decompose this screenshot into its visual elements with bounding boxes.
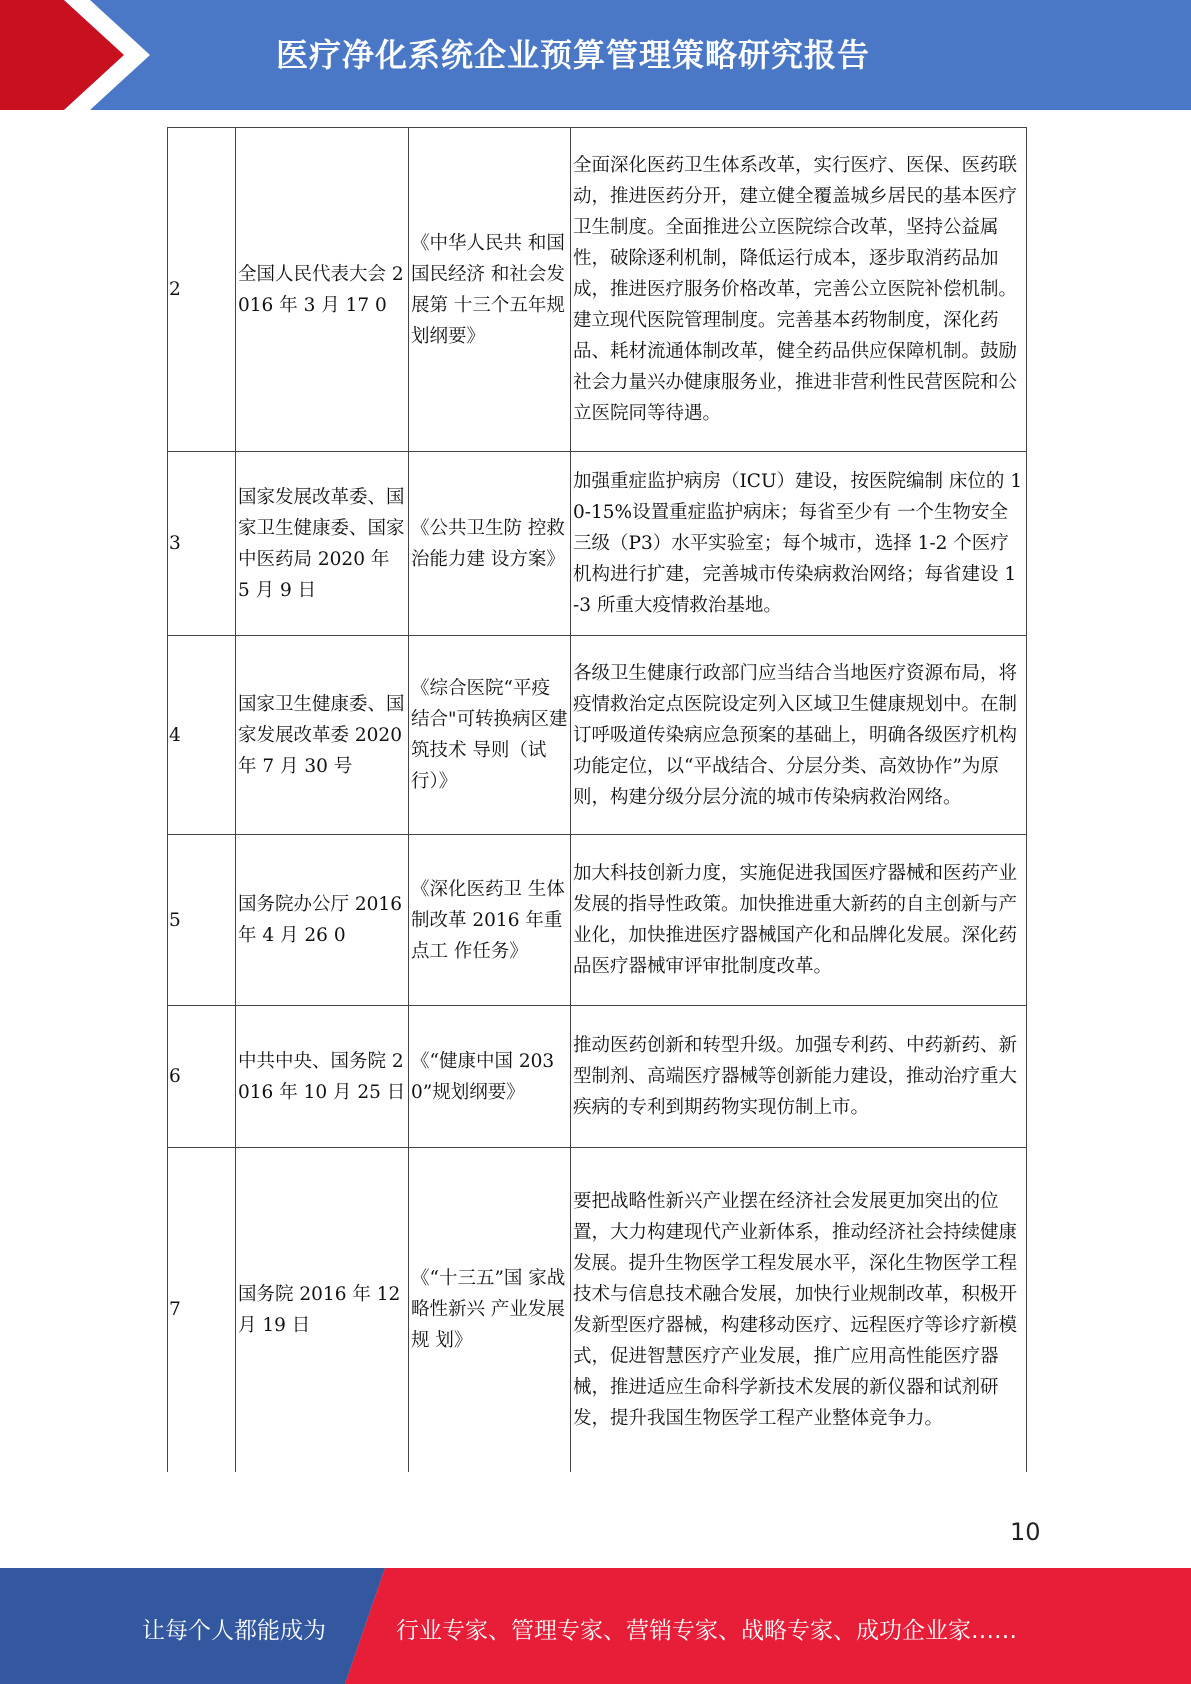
table-row [168, 835, 1027, 1006]
policy-content-cell: 加强重症监护病房（ICU）建设，按医院编制 床位的 10-15%设置重症监护病床；每省至少有 一个生物安全三级（P3）水平实验室；每个城市，选择 1-2 个医疗机构进行扩建，完善城市传染病救治网络；每省建设 1 -3 所重大疫情救治基地。 [571, 452, 1027, 636]
row-number: 6 [168, 1006, 236, 1148]
issuer-date-cell: 国务院 2016 年 12 月 19 日 [236, 1148, 409, 1472]
policy-content-cell: 各级卫生健康行政部门应当结合当地医疗资源布局，将疫情救治定点医院设定列入区域卫生健康规划中。在制订呼吸道传染病应急预案的基础上，明确各级医疗机构功能定位，以“平战结合、分层分类、高效协作”为原则，构建分级分层分流的城市传染病救治网络。 [571, 636, 1027, 835]
page-header [0, 0, 1191, 110]
document-name-cell: 《“健康中国 2030”规划纲要》 [409, 1006, 571, 1148]
row-number: 2 [168, 128, 236, 452]
policy-table [167, 127, 1027, 1472]
table-row [168, 636, 1027, 835]
table-row [168, 128, 1027, 452]
footer-slogan-left: 让每个人都能成为 [142, 1618, 326, 1644]
policy-content-cell: 全面深化医药卫生体系改革，实行医疗、医保、医药联动，推进医药分开，建立健全覆盖城乡居民的基本医疗卫生制度。全面推进公立医院综合改革，坚持公益属性，破除逐利机制，降低运行成本，逐步取消药品加成，推进医疗服务价格改革，完善公立医院补偿机制。建立现代医院管理制度。完善基本药物制度，深化药品、耗材流通体制改革，健全药品供应保障机制。鼓励社会力量兴办健康服务业，推进非营利性民营医院和公立医院同等待遇。 [571, 128, 1027, 452]
issuer-date-cell: 全国人民代表大会 2016 年 3 月 17 0 [236, 128, 409, 452]
issuer-date-cell: 国家卫生健康委、国家发展改革委 2020 年 7 月 30 号 [236, 636, 409, 835]
table-row [168, 1148, 1027, 1472]
document-name-cell: 《公共卫生防 控救治能力建 设方案》 [409, 452, 571, 636]
page-number: 10 [1010, 1518, 1041, 1546]
row-number: 5 [168, 835, 236, 1006]
row-number: 4 [168, 636, 236, 835]
policy-content-cell: 加大科技创新力度，实施促进我国医疗器械和医药产业发展的指导性政策。加快推进重大新药的自主创新与产业化，加快推进医疗器械国产化和品牌化发展。深化药品医疗器械审评审批制度改革。 [571, 835, 1027, 1006]
footer-slogan-right: 行业专家、管理专家、营销专家、战略专家、成功企业家…… [396, 1618, 1017, 1644]
document-name-cell: 《深化医药卫 生体制改革 2016 年重点工 作任务》 [409, 835, 571, 1006]
page-footer [0, 1568, 1191, 1684]
policy-content-cell: 要把战略性新兴产业摆在经济社会发展更加突出的位置，大力构建现代产业新体系，推动经济社会持续健康发展。提升生物医学工程发展水平，深化生物医学工程技术与信息技术融合发展，加快行业规制改革，积极开发新型医疗器械，构建移动医疗、远程医疗等诊疗新模式，促进智慧医疗产业发展，推广应用高性能医疗器械，推进适应生命科学新技术发展的新仪器和试剂研发，提升我国生物医学工程产业整体竞争力。 [571, 1148, 1027, 1472]
issuer-date-cell: 中共中央、国务院 2016 年 10 月 25 日 [236, 1006, 409, 1148]
document-name-cell: 《“十三五”国 家战略性新兴 产业发展规 划》 [409, 1148, 571, 1472]
row-number: 7 [168, 1148, 236, 1472]
policy-content-cell: 推动医药创新和转型升级。加强专利药、中药新药、新型制剂、高端医疗器械等创新能力建设，推动治疗重大疾病的专利到期药物实现仿制上市。 [571, 1006, 1027, 1148]
table-row [168, 452, 1027, 636]
issuer-date-cell: 国务院办公厅 2016 年 4 月 26 0 [236, 835, 409, 1006]
report-title: 医疗净化系统企业预算管理策略研究报告 [276, 36, 871, 74]
row-number: 3 [168, 452, 236, 636]
document-name-cell: 《综合医院“平疫结合"可转换病区建筑技术 导则（试 行）》 [409, 636, 571, 835]
document-name-cell: 《中华人民共 和国国民经济 和社会发展第 十三个五年规 划纲要》 [409, 128, 571, 452]
issuer-date-cell: 国家发展改革委、国家卫生健康委、国家中医药局 2020 年 5 月 9 日 [236, 452, 409, 636]
table-row [168, 1006, 1027, 1148]
